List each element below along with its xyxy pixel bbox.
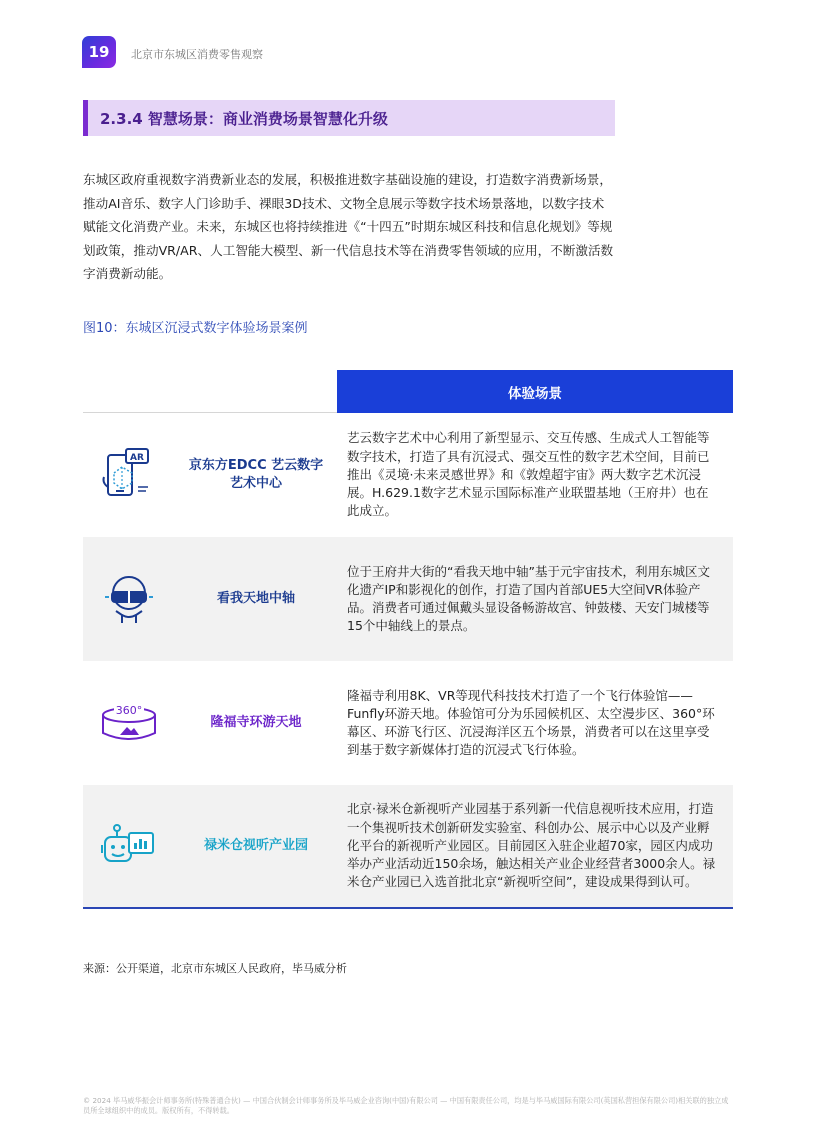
scenario-name: 看我天地中轴: [216, 591, 295, 606]
table-row: [83, 661, 733, 785]
scenario-description: 艺云数字艺术中心利用了新型显示、交互传感、生成式人工智能等数字技术，打造了具有沉浸式、强交互性的数字艺术空间，目前已推出《灵境·未来灵感世界》和《敦煌超宇宙》两大数字艺术沉浸展。H.629.1数字艺术显示国际标准产业联盟基地（王府井）也在此成立。: [347, 430, 710, 519]
panorama-label: 360°: [115, 704, 143, 717]
table-header: [83, 370, 733, 413]
scenario-name: 隆福寺环游天地: [210, 715, 302, 730]
intro-paragraph: 东城区政府重视数字消费新业态的发展，积极推进数字基础设施的建设，打造数字消费新场景，推动AI音乐、数字人门诊助手、裸眼3D技术、文物全息展示等数字技术场景落地，以数字技术赋能文化消费产业。未来，东城区也将持续推进《“十四五”时期东城区科技和信息化规划》等规划政策，推动VR/AR、人工智能大模型、新一代信息技术等在消费零售领域的应用，不断激活数字消费新动能。: [83, 172, 614, 281]
source-note: 来源：公开渠道，北京市东城区人民政府，毕马威分析: [83, 962, 347, 975]
robot-media-icon: [101, 823, 157, 869]
table-row: [83, 413, 733, 537]
vr-headset-icon: [102, 571, 156, 627]
table-header-blank: [83, 370, 337, 413]
scenario-name: 京东方EDCC 艺云数字 艺术中心: [188, 458, 324, 491]
scenario-description: 北京·禄米仓新视听产业园基于系列新一代信息视听技术应用，打造一个集视听技术创新研发实验室、科创办公、展示中心以及产业孵化平台的新视听产业园区。目前园区入驻企业超70家，园区内成功举办产业活动近150余场，触达相关产业企业经营者3000余人。禄米仓产业园已入选首批北京“新视听空间”，建设成果得到认可。: [347, 801, 716, 890]
ar-phone-icon: [102, 447, 156, 503]
page-number-badge: 19: [82, 36, 116, 68]
ar-label: AR: [130, 453, 144, 463]
panorama-360-icon: [100, 701, 158, 745]
scenario-description: 位于王府井大街的“看我天地中轴”基于元宇宙技术，利用东城区文化遗产IP和影视化的创作，打造了国内首部UE5大空间VR体验产品。消费者可通过佩戴头显设备畅游故宫、钟鼓楼、天安门城楼等15个中轴线上的景点。: [347, 563, 710, 634]
figure-caption: 图10：东城区沉浸式数字体验场景案例: [83, 321, 308, 336]
scenario-table: [83, 370, 733, 909]
table-bottom-rule: [83, 907, 733, 909]
column-header-scenario: 体验场景: [337, 370, 733, 413]
scenario-name: 禄米仓视听产业园: [203, 838, 308, 853]
section-heading: 2.3.4 智慧场景：商业消费场景智慧化升级: [83, 100, 615, 136]
table-row: [83, 785, 733, 907]
copyright-footer: © 2024 毕马威华振会计师事务所(特殊普通合伙) — 中国合伙制会计师事务所及毕马威企业咨询(中国)有限公司 — 中国有限责任公司，均是与毕马威国际有限公司(英国私营担保有限公司)相关联的独立成员所全球组织中的成员。版权所有，不得转载。: [83, 1096, 729, 1115]
table-row: [83, 537, 733, 661]
running-header: 北京市东城区消费零售观察: [131, 48, 263, 61]
scenario-description: 隆福寺利用8K、VR等现代科技技术打造了一个飞行体验馆——Funfly环游天地。体验馆可分为乐园候机区、太空漫步区、360°环幕区、环游飞行区、沉浸海洋区五个场景，消费者可以在这里享受到基于数字新媒体打造的沉浸式飞行体验。: [347, 687, 715, 758]
